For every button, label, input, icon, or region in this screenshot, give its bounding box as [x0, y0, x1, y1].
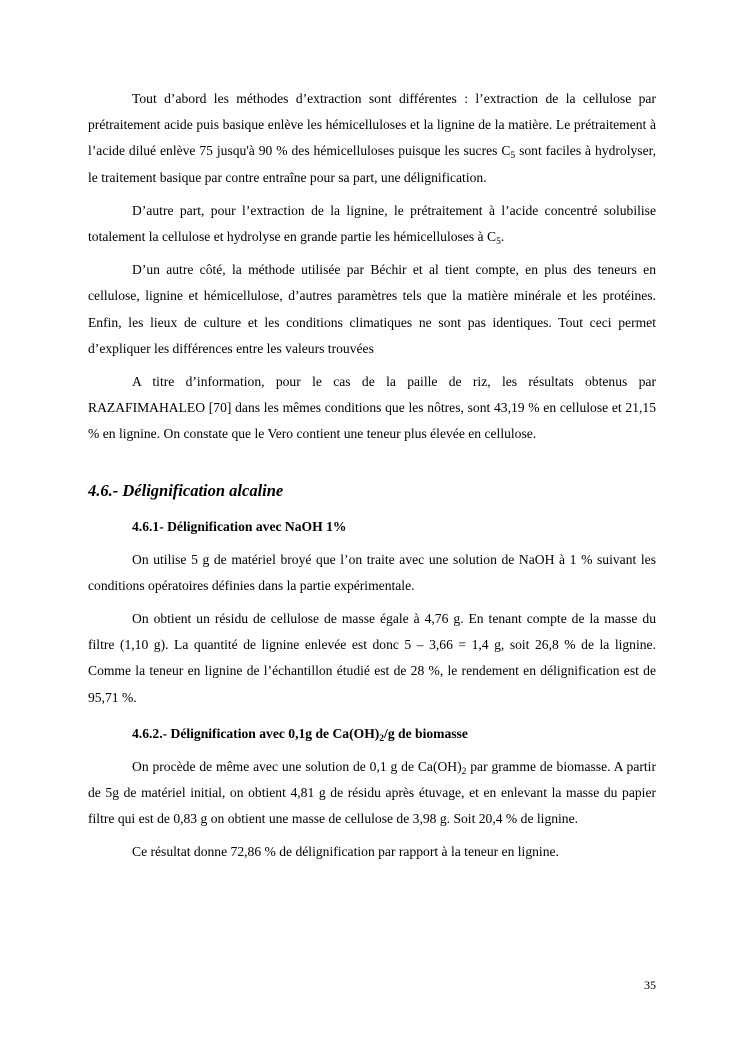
text-run: /g de biomasse: [384, 725, 468, 741]
paragraph-rice-straw: A titre d’information, pour le cas de la paille de riz, les résultats obtenus par RAZAFIMAHALEO [70] dans les mêmes conditions que les nôtres, sont 43,19 % en cellulose et 21,15 % en lignine. On constate que le Vero contient une teneur plus élevée en cellulose.: [88, 374, 656, 442]
subscript: 5: [510, 151, 516, 162]
paragraph-caoh2-result: Ce résultat donne 72,86 % de délignification par rapport à la teneur en lignine.: [132, 844, 559, 860]
text-run: On procède de même avec une solution de 0,1 g de Ca(OH): [132, 758, 462, 774]
subscript: 2: [461, 766, 467, 777]
paragraph-naoh-procedure: On utilise 5 g de matériel broyé que l’on traite avec une solution de NaOH à 1 % suivant les conditions opératoires définies dans la partie expérimentale.: [88, 551, 656, 593]
document-page: [88, 86, 656, 866]
text-run: par gramme de biomasse. A partir de 5g de matériel initial, on obtient 4,81 g de résidu après étuvage, et en enlevant la masse du papier filtre qui est de 0,83 g on obtient une masse de cellulose de 3,98 g. Soit 20,4 % de lignine.: [88, 758, 656, 827]
paragraph-extraction-methods: [88, 86, 656, 191]
subsection-heading-naoh: 4.6.1- Délignification avec NaOH 1%: [132, 518, 347, 534]
page-number: 35: [644, 978, 656, 992]
paragraph-bechir-method: D’un autre côté, la méthode utilisée par Béchir et al tient compte, en plus des teneurs en cellulose, lignine et hémicellulose, d’autres paramètres tels que la matière minérale et les protéines. Enfin, les lieux de culture et les conditions climatiques ne sont pas identiques. Tout ceci permet d’expliquer les différences entre les valeurs trouvées: [88, 262, 656, 356]
section-heading: 4.6.- Délignification alcaline: [88, 480, 284, 500]
subsection-heading-caoh2: [88, 721, 656, 747]
text-run: Tout d’abord les méthodes d’extraction sont différentes : l’extraction de la cellulose par prétraitement acide puis basique enlève les hémicelluloses et la lignine de la matière. Le prétraitement à l’acide dilué enlève 75 jusqu'à 90 % des hémicelluloses puisque les sucres C: [88, 91, 656, 159]
paragraph-naoh-results: On obtient un résidu de cellulose de masse égale à 4,76 g. En tenant compte de la masse du filtre (1,10 g). La quantité de lignine enlevée est donc 5 – 3,66 = 1,4 g, soit 26,8 % de la lignine. Comme la teneur en lignine de l’échantillon étudié est de 28 %, le rendement en délignification est de 95,71 %.: [88, 611, 656, 705]
text-run: 4.6.2.- Délignification avec 0,1g de Ca(OH): [132, 725, 380, 741]
text-run: .: [500, 229, 505, 245]
text-run: D’autre part, pour l’extraction de la lignine, le prétraitement à l’acide concentré solubilise totalement la cellulose et hydrolyse en grande partie les hémicelluloses à C: [88, 202, 656, 245]
paragraph-caoh2-procedure: [88, 754, 656, 833]
text-run: sont faciles à hydrolyser, le traitement basique par contre entraîne pour sa part, une délignification.: [88, 143, 656, 185]
subscript: 2: [379, 733, 385, 744]
paragraph-lignin-extraction: [88, 198, 656, 250]
subscript: 5: [496, 237, 501, 248]
